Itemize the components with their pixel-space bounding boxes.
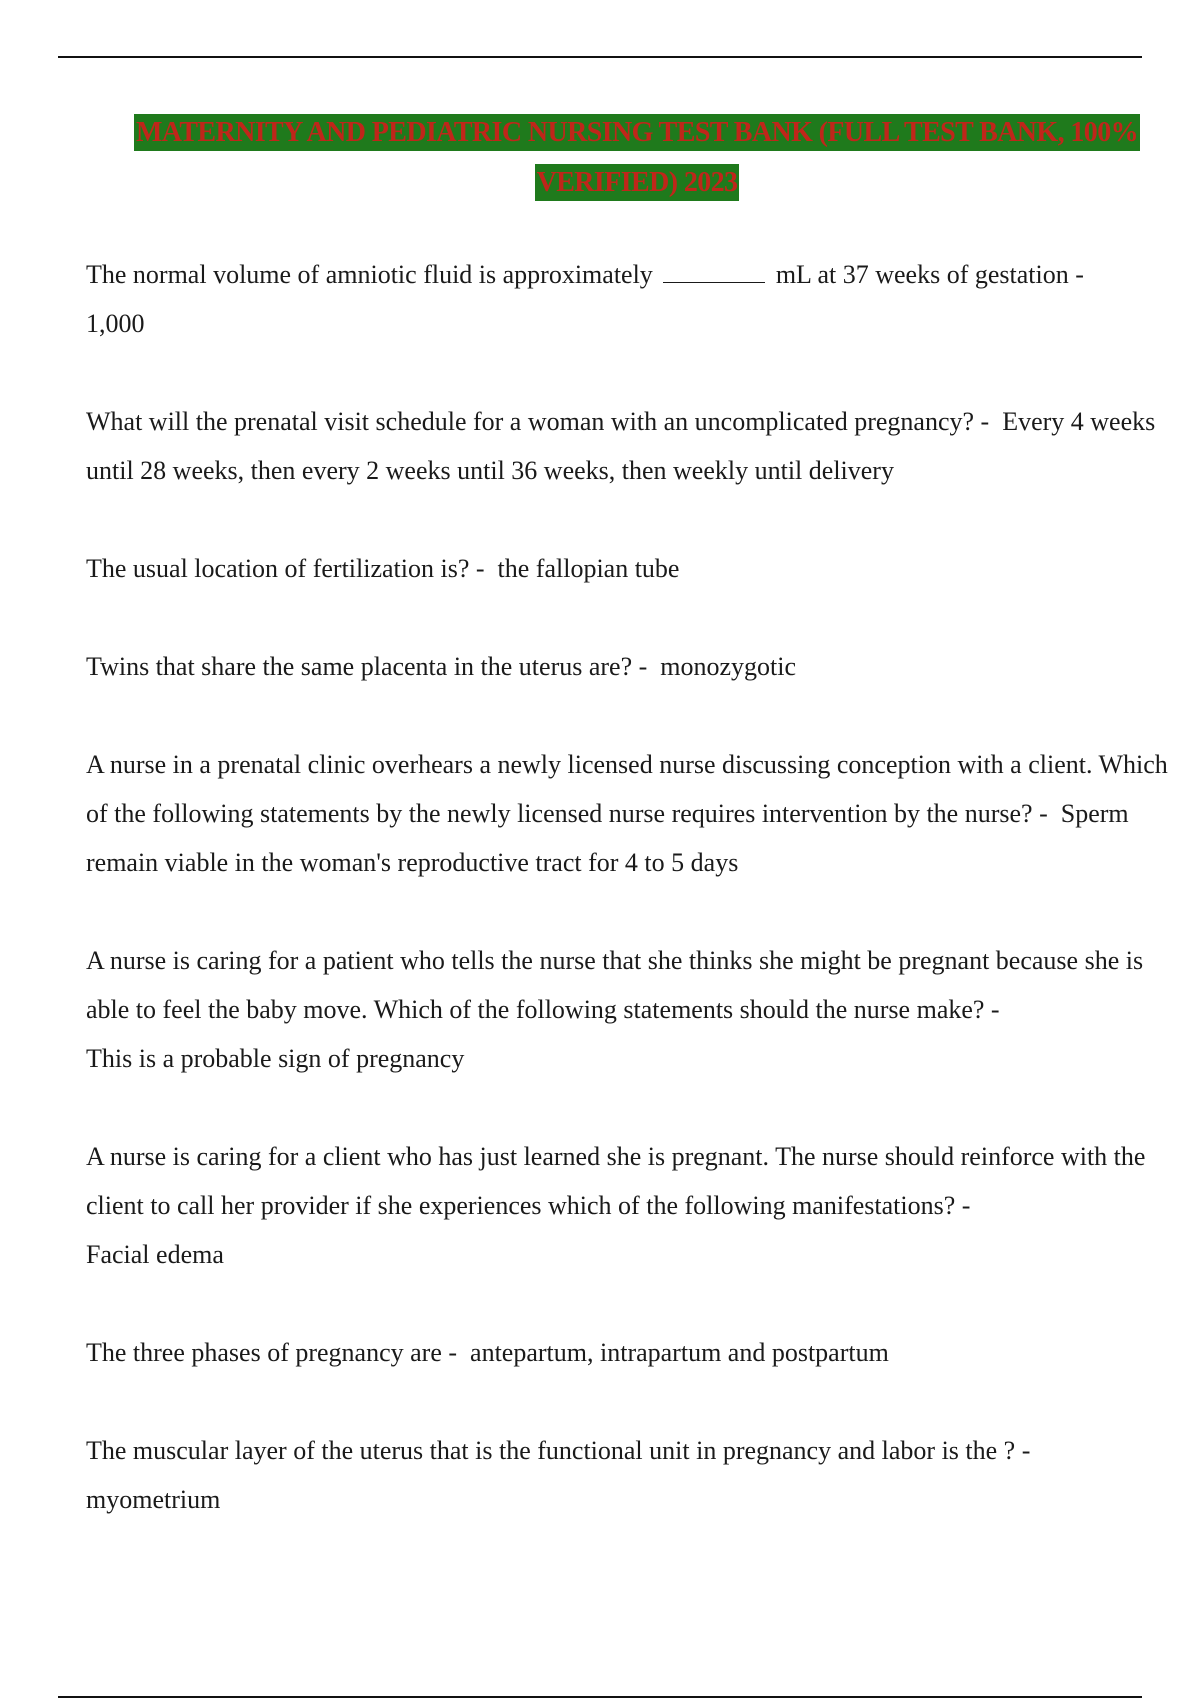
qa-item-9 — [86, 1426, 1186, 1524]
question-text-4: Twins that share the same placenta in the uterus are? - — [86, 652, 648, 681]
bottom-rule — [58, 1696, 1142, 1698]
qa-item-1 — [86, 250, 1186, 348]
question-text-2: What will the prenatal visit schedule for a woman with an uncomplicated pregnancy? - — [86, 407, 990, 436]
qa-item-3 — [86, 544, 1186, 593]
answer-text-8: antepartum, intrapartum and postpartum — [470, 1338, 889, 1367]
answer-text-7: Facial edema — [86, 1240, 224, 1269]
qa-item-6 — [86, 936, 1186, 1083]
title-line-2: VERIFIED) 2023 — [535, 164, 740, 201]
question-text-3: The usual location of fertilization is? - — [86, 554, 485, 583]
question-text-1a: The normal volume of amniotic fluid is approximately — [86, 260, 653, 289]
qa-item-4 — [86, 642, 1186, 691]
answer-text-1: 1,000 — [86, 309, 145, 338]
question-text-5: A nurse in a prenatal clinic overhears a newly licensed nurse discussing conception with a client. Which of the following statements by the newly licensed nurse requires intervention by the nurse? - — [86, 750, 1168, 828]
qa-list — [86, 250, 1186, 1524]
top-rule — [58, 56, 1142, 58]
question-text-6: A nurse is caring for a patient who tells the nurse that she thinks she might be pregnant because she is able to feel the baby move. Which of the following statements should the nurse make? - — [86, 946, 1144, 1024]
answer-text-5: Sperm remain viable in the woman's reproductive tract for 4 to 5 days — [86, 799, 1129, 877]
answer-text-4: monozygotic — [660, 652, 797, 681]
qa-item-8 — [86, 1328, 1186, 1377]
question-text-8: The three phases of pregnancy are - — [86, 1338, 458, 1367]
document-title — [112, 108, 1162, 208]
qa-item-7 — [86, 1132, 1186, 1279]
answer-text-6: This is a probable sign of pregnancy — [86, 1044, 465, 1073]
answer-text-3: the fallopian tube — [497, 554, 680, 583]
qa-item-2 — [86, 397, 1186, 495]
qa-item-5 — [86, 740, 1186, 887]
question-text-9: The muscular layer of the uterus that is the functional unit in pregnancy and labor is the ? - — [86, 1436, 1031, 1465]
fill-in-blank — [663, 262, 765, 283]
question-text-1b: mL at 37 weeks of gestation - — [775, 260, 1084, 289]
title-line-1: MATERNITY AND PEDIATRIC NURSING TEST BANK (FULL TEST BANK, 100% — [134, 114, 1140, 151]
answer-text-9: myometrium — [86, 1485, 221, 1514]
question-text-7: A nurse is caring for a client who has just learned she is pregnant. The nurse should reinforce with the client to call her provider if she experiences which of the following manifestations? - — [86, 1142, 1146, 1220]
answer-text-2: Every 4 weeks until 28 weeks, then every 2 weeks until 36 weeks, then weekly until delivery — [86, 407, 1156, 485]
